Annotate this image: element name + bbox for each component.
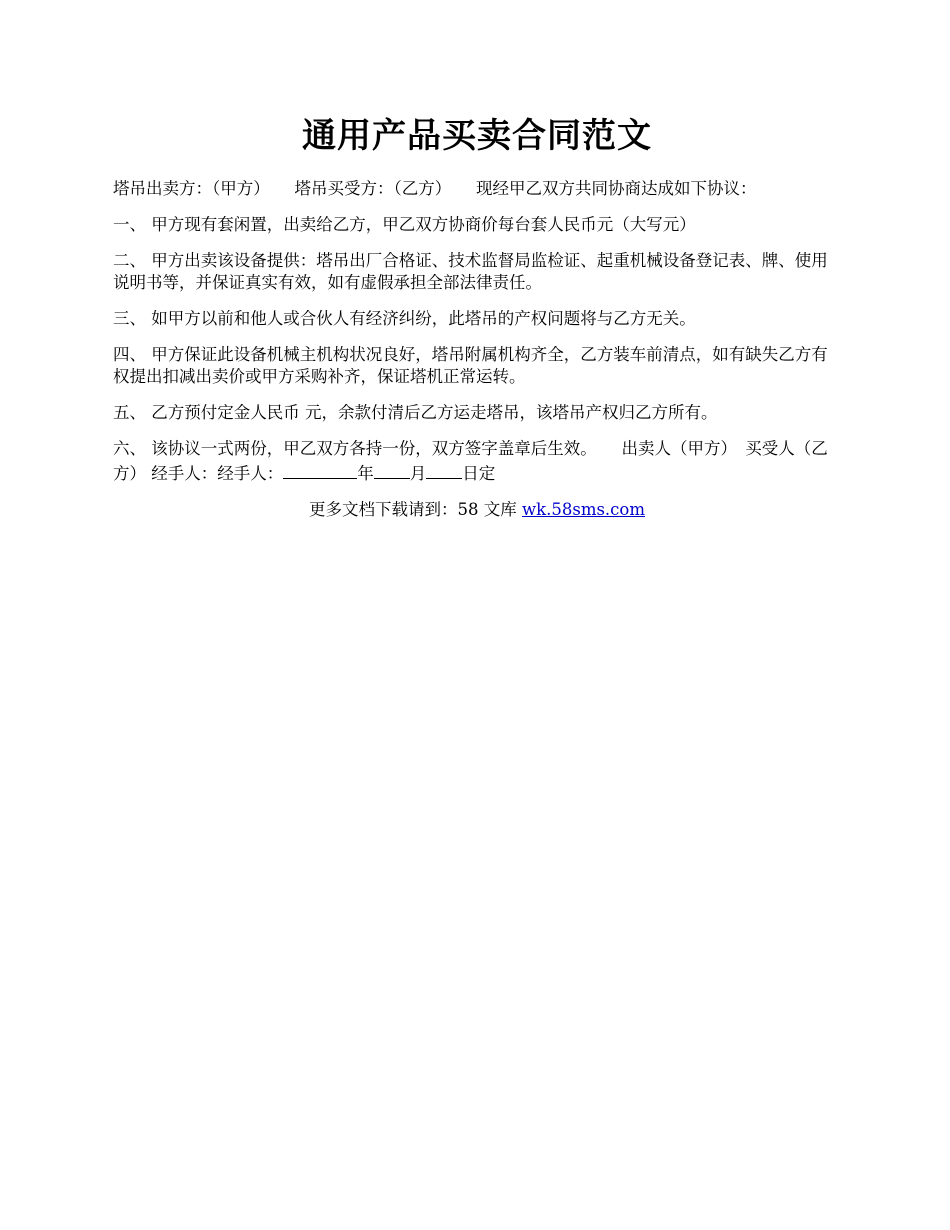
- year-month-blank: [374, 460, 410, 479]
- clause-three: 三、 如甲方以前和他人或合伙人有经济纠纷，此塔吊的产权问题将与乙方无关。: [113, 309, 696, 328]
- signature-blank: [283, 460, 357, 479]
- clause-six: [113, 438, 841, 485]
- day-label: 日定: [462, 464, 496, 483]
- day-blank: [426, 460, 462, 479]
- clause-two: 二、 甲方出卖该设备提供：塔吊出厂合格证、技术监督局监检证、起重机械设备登记表、牌、使用说明书等，并保证真实有效，如有虚假承担全部法律责任。: [113, 251, 828, 292]
- footer-prefix: 更多文档下载请到：58 文库: [308, 500, 522, 519]
- clause-six-text: 六、 该协议一式两份，甲乙双方各持一份，双方签字盖章后生效。 出卖人（甲方） 买受人（乙方） 经手人：经手人：: [113, 439, 828, 483]
- clause-four: 四、 甲方保证此设备机械主机构状况良好，塔吊附属机构齐全，乙方装车前清点，如有缺失乙方有权提出扣减出卖价或甲方采购补齐，保证塔机正常运转。: [113, 345, 828, 386]
- document-page: [113, 112, 841, 521]
- download-footer: [113, 499, 841, 521]
- year-label: 年: [357, 464, 374, 483]
- document-title: 通用产品买卖合同范文: [302, 116, 652, 156]
- month-label: 月: [409, 464, 427, 483]
- intro-paragraph: 塔吊出卖方：（甲方） 塔吊买受方：（乙方） 现经甲乙双方共同协商达成如下协议：: [113, 179, 757, 198]
- footer-link[interactable]: wk.58sms.com: [521, 500, 645, 519]
- clause-one: 一、 甲方现有套闲置，出卖给乙方，甲乙双方协商价每台套人民币元（大写元）: [113, 215, 696, 234]
- clause-five: 五、 乙方预付定金人民币 元，余款付清后乙方运走塔吊，该塔吊产权归乙方所有。: [113, 403, 718, 422]
